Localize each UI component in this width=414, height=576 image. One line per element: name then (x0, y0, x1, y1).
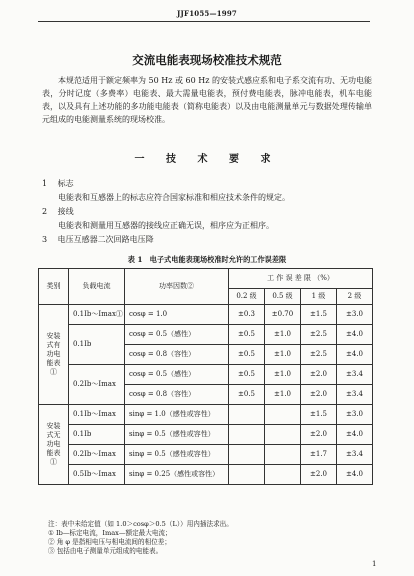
note-line: 注：表中未给定值（如 1.0＞cosφ＞0.5（L））用内插法求出。 (48, 520, 233, 528)
cell-current: 0.2Ib～Imax (69, 365, 125, 405)
table-row (39, 425, 373, 445)
header-rule (38, 21, 370, 22)
cell-value: ±0.3 (229, 305, 265, 325)
cell-power-factor: cosφ = 0.8（容性） (125, 385, 229, 405)
cell-value: ±1.0 (265, 325, 301, 345)
header-power-factor: 功率因数② (125, 269, 229, 305)
header-class-2: 2 级 (337, 289, 373, 305)
header-category: 类别 (39, 269, 69, 305)
header-class-1: 1 级 (301, 289, 337, 305)
table-row (39, 305, 373, 325)
cell-power-factor: cosφ = 0.8（容性） (125, 345, 229, 365)
table-row (39, 465, 373, 485)
cell-power-factor: cosφ = 0.5（感性） (125, 325, 229, 345)
cell-current: 0.1Ib (69, 325, 125, 365)
cell-value: ±3.0 (337, 305, 373, 325)
clause-title: 电压互感器二次回路电压降 (57, 235, 154, 244)
clause-number: 1 (42, 179, 48, 188)
table-row (39, 445, 373, 465)
cell-value: ±4.0 (337, 465, 373, 485)
cell-value (229, 465, 265, 485)
clause-2-body: 电能表和测量用互感器的接线应正确无误，相序应为正相序。 (58, 221, 274, 230)
table-caption: 表 1 电子式电能表现场校准时允许的工作误差限 (127, 255, 287, 264)
header-class-0-5: 0.5 级 (265, 289, 301, 305)
cell-value: ±3.4 (337, 365, 373, 385)
clause-number: 2 (42, 207, 48, 216)
group-label-reactive: 安装式无功电能表① (39, 405, 69, 485)
cell-current: 0.1Ib～Imax① (69, 305, 125, 325)
cell-value (265, 425, 301, 445)
clause-1-heading (42, 178, 74, 189)
table-row (39, 365, 373, 385)
clause-3-heading (42, 234, 154, 245)
cell-value: ±0.5 (229, 385, 265, 405)
cell-value: ±3.4 (337, 385, 373, 405)
cell-value: ±0.5 (229, 325, 265, 345)
cell-value (229, 425, 265, 445)
document-title: 交流电能表现场校准技术规范 (132, 53, 282, 67)
cell-value: ±0.5 (229, 365, 265, 385)
clause-title: 标志 (57, 179, 74, 188)
cell-power-factor: cosφ = 0.5（感性） (125, 365, 229, 385)
clause-number: 3 (42, 235, 48, 244)
cell-value: ±4.0 (337, 345, 373, 365)
cell-value: ±2.0 (301, 465, 337, 485)
cell-current: 0.2Ib～Imax (69, 445, 125, 465)
cell-power-factor: sinφ = 0.5（感性或容性） (125, 425, 229, 445)
header-error-limit: 工 作 误 差 限 （%） (229, 269, 373, 289)
note-line: ③ 包括由电子测量单元组成的电能表。 (48, 547, 163, 555)
clause-1-body: 电能表和互感器上的标志应符合国家标准和相应技术条件的规定。 (58, 193, 290, 202)
cell-value: ±2.5 (301, 325, 337, 345)
cell-value: ±2.5 (301, 345, 337, 365)
standard-code: JJF1055—1997 (177, 9, 237, 18)
note-line: ② 角 φ 是指相电压与相电流间的相位差； (48, 538, 171, 546)
table-row (39, 405, 373, 425)
cell-value: ±1.5 (301, 305, 337, 325)
page-number: 1 (372, 560, 377, 568)
error-limit-table (38, 268, 373, 485)
cell-value: ±1.0 (265, 345, 301, 365)
cell-value: ±1.0 (265, 385, 301, 405)
note-line: ① Ib—标定电流，Imax—额定最大电流； (48, 529, 172, 537)
cell-current: 0.1Ib～Imax (69, 405, 125, 425)
cell-value (265, 465, 301, 485)
cell-current: 0.1Ib (69, 425, 125, 445)
cell-value: ±1.7 (301, 445, 337, 465)
section-heading: 一 技 术 要 求 (134, 154, 280, 165)
cell-power-factor: sinφ = 1.0（感性或容性） (125, 405, 229, 425)
cell-value (265, 405, 301, 425)
table-row (39, 325, 373, 345)
table-header-row (39, 269, 373, 289)
header-class-0-2: 0.2 级 (229, 289, 265, 305)
cell-power-factor: sinφ = 0.25（感性或容性） (125, 465, 229, 485)
cell-value (229, 445, 265, 465)
table-notes (48, 520, 378, 556)
cell-value (265, 445, 301, 465)
cell-value: ±4.0 (337, 425, 373, 445)
cell-value: ±1.0 (265, 365, 301, 385)
group-label-active: 安装式有功电能表① (39, 305, 69, 405)
cell-power-factor: sinφ = 0.5（感性或容性） (125, 445, 229, 465)
cell-value: ±2.0 (301, 365, 337, 385)
cell-current: 0.5Ib～Imax (69, 465, 125, 485)
cell-value: ±2.0 (301, 385, 337, 405)
cell-value: ±4.0 (337, 325, 373, 345)
header-load-current: 负载电流 (69, 269, 125, 305)
intro-paragraph: 本规范适用于额定频率为 50 Hz 或 60 Hz 的安装式感应系和电子系交流有功、无功电能表，分时记度（多费率）电能表、最大需量电能表，预付费电能表，脉冲电能表，机车电能表，以及具有上述功能的多功能电能表（简称电能表）以及由电能测量单元与数据处理传输单元组成的电能测量系统的现场校准。 (42, 76, 372, 124)
clause-2-heading (42, 206, 74, 217)
cell-value: ±3.4 (337, 445, 373, 465)
cell-value: ±0.70 (265, 305, 301, 325)
cell-value: ±0.5 (229, 345, 265, 365)
cell-value: ±3.0 (337, 405, 373, 425)
cell-value: ±2.0 (301, 425, 337, 445)
clause-title: 接线 (57, 207, 74, 216)
cell-value: ±1.5 (301, 405, 337, 425)
cell-value (229, 405, 265, 425)
cell-power-factor: cosφ = 1.0 (125, 305, 229, 325)
